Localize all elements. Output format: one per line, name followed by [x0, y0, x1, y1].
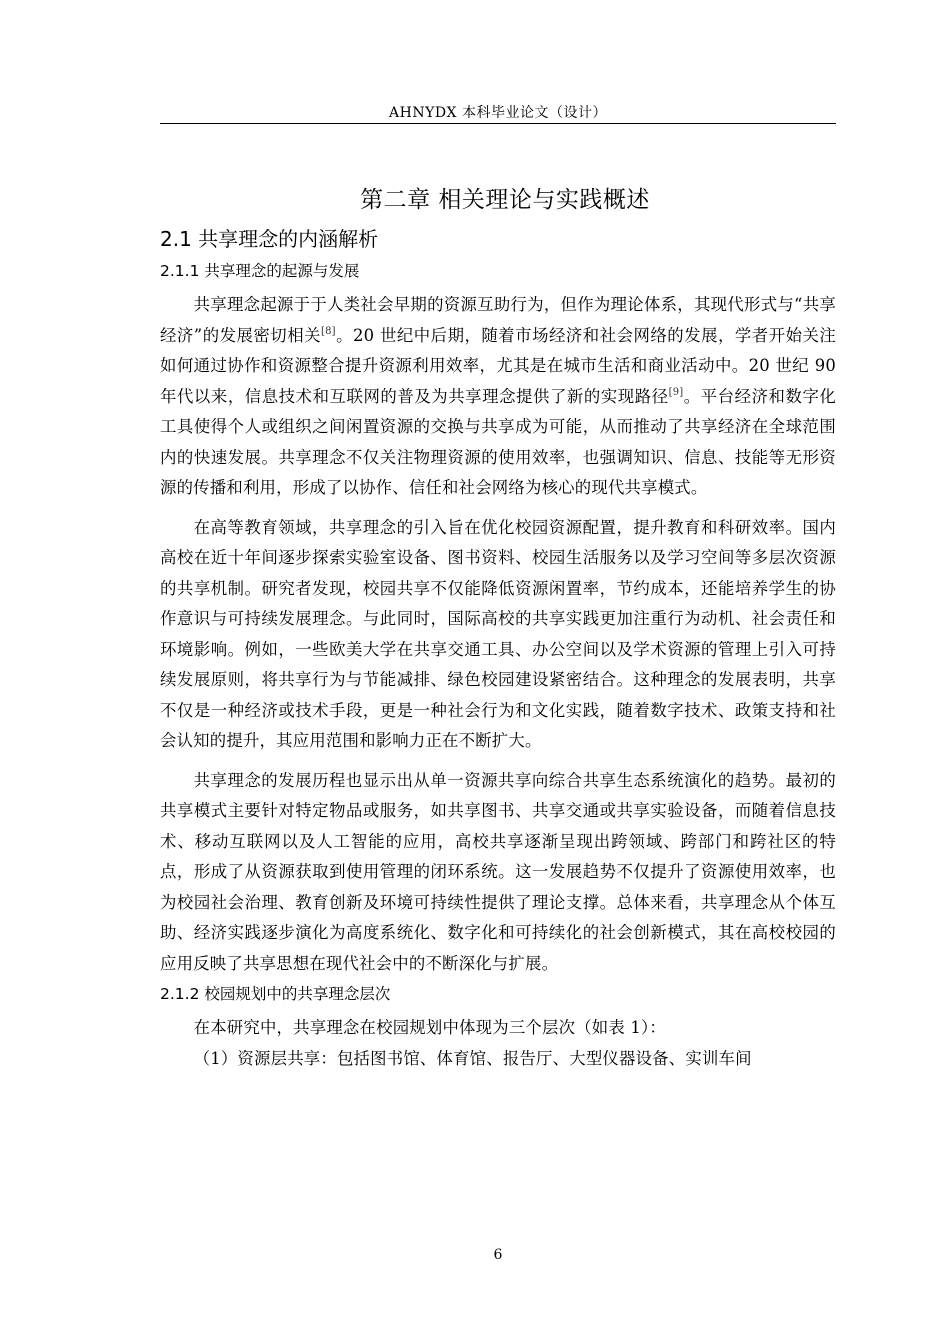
page-body	[160, 178, 836, 1074]
header-divider	[160, 123, 836, 124]
page-number: 6	[493, 1247, 503, 1263]
subsection-heading-2-1-1: 2.1.1 共享理念的起源与发展	[160, 262, 360, 280]
paragraph-origin	[160, 290, 836, 504]
paragraph-development-trend: 共享理念的发展历程也显示出从单一资源共享向综合共享生态系统演化的趋势。最初的共享模式主要针对特定物品或服务，如共享图书、共享交通或共享实验设备，而随着信息技术、移动互联网以及人工智能的应用，高校共享逐渐呈现出跨领域、跨部门和跨社区的特点，形成了从资源获取到使用管理的闭环系统。这一发展趋势不仅提升了资源使用效率，也为校园社会治理、教育创新及环境可持续性提供了理论支撑。总体来看，共享理念从个体互助、经济实践逐步演化为高度系统化、数字化和可持续化的社会创新模式，其在高校校园的应用反映了共享思想在现代社会中的不断深化与扩展。	[160, 770, 836, 973]
citation-marker: [8]	[321, 325, 336, 337]
paragraph-higher-education: 在高等教育领域，共享理念的引入旨在优化校园资源配置，提升教育和科研效率。国内高校在近十年间逐步探索实验室设备、图书资料、校园生活服务以及学习空间等多层次资源的共享机制。研究者发现，校园共享不仅能降低资源闲置率，节约成本，还能培养学生的协作意识与可持续发展理念。与此同时，国际高校的共享实践更加注重行为动机、社会责任和环境影响。例如，一些欧美大学在共享交通工具、办公空间以及学术资源的管理上引入可持续发展原则，将共享行为与节能减排、绿色校园建设紧密结合。这种理念的发展表明，共享不仅是一种经济或技术手段，更是一种社会行为和文化实践，随着数字技术、政策支持和社会认知的提升，其应用范围和影响力正在不断扩大。	[160, 517, 836, 750]
citation-marker: [9]	[668, 386, 684, 398]
paragraph-text: 共享理念起源于于人类社会早期的资源互助行为，但作为理论体系，其现代形式与“共享经济”的发展密切相关	[160, 295, 836, 345]
paragraph-resource-sharing: （1）资源层共享：包括图书馆、体育馆、报告厅、大型仪器设备、实训车间	[193, 1048, 752, 1068]
section-heading-2-1: 2.1 共享理念的内涵解析	[160, 227, 379, 251]
paragraph-levels-intro: 在本研究中，共享理念在校园规划中体现为三个层次（如表 1）：	[193, 1018, 666, 1037]
paragraph-text: 。20 世纪中后期，随着市场经济和社会网络的发展，学者开始关注如何通过协作和资源整合提升资源利用效率，尤其是在城市生活和商业活动中。20 世纪 90 年代以来，信息技术和互联网的普及为共享理念提供了新的实现路径	[160, 325, 836, 406]
subsection-heading-2-1-2: 2.1.2 校园规划中的共享理念层次	[160, 985, 391, 1003]
chapter-title: 第二章 相关理论与实践概述	[360, 187, 650, 213]
paragraph-text: 。平台经济和数字化工具使得个人或组织之间闲置资源的交换与共享成为可能，从而推动了共享经济在全球范围内的快速发展。共享理念不仅关注物理资源的使用效率，也强调知识、信息、技能等无形资源的传播和利用，形成了以协作、信任和社会网络为核心的现代共享模式。	[160, 386, 836, 497]
running-header: AHNYDX 本科毕业论文（设计）	[389, 105, 607, 121]
